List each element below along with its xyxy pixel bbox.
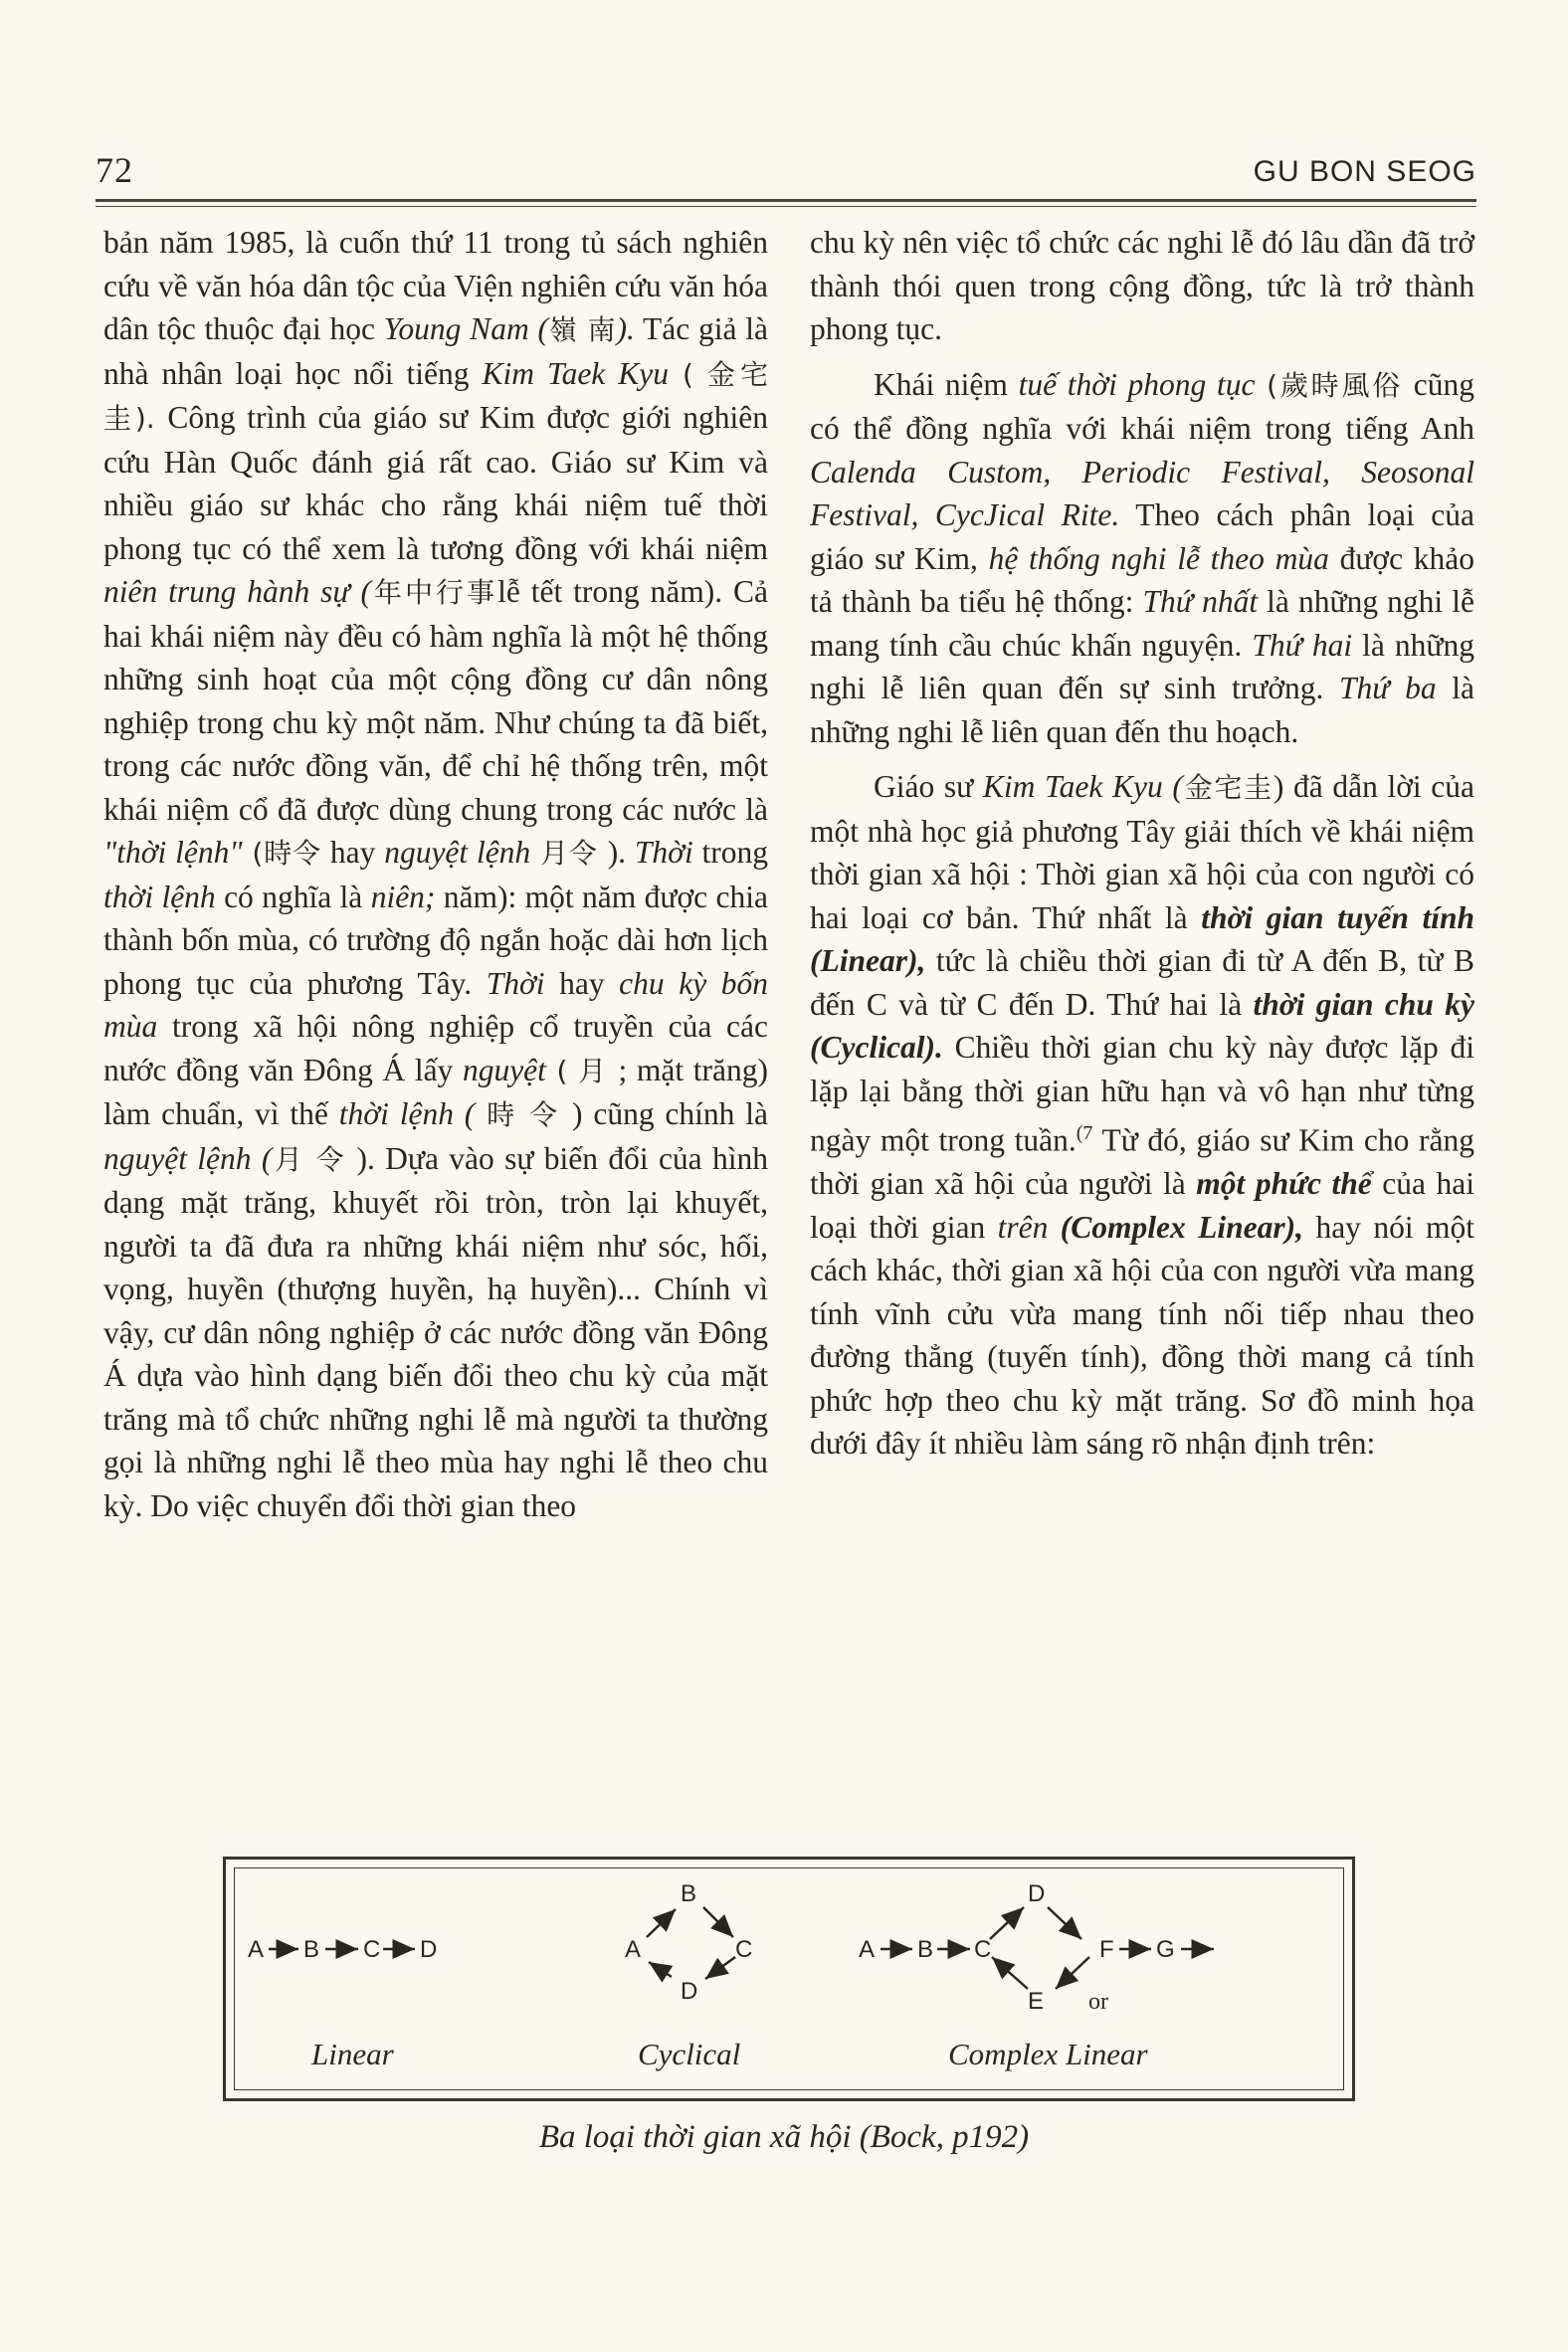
header-rule	[96, 199, 1476, 202]
cyclical-node-d: D	[681, 1978, 698, 2005]
complex-node-b: B	[917, 1936, 934, 1963]
cyclical-node-a: A	[625, 1936, 642, 1963]
time-types-figure	[223, 1857, 1355, 2101]
cyclical-node-b: B	[681, 1880, 697, 1907]
complex-node-g: G	[1156, 1936, 1175, 1963]
linear-node-d: D	[420, 1936, 438, 1963]
paragraph: Giáo sư Kim Taek Kyu (金宅圭) đã dẫn lời của một nhà học giả phương Tây giải thích về khái niệm thời gian xã hội : Thời gian xã hội của con người có hai loại cơ bản. Thứ nhất là thời gian tuyến tính (Linear), tức là chiều thời gian đi từ A đến B, từ B đến C và từ C đến D. Thứ hai là thời gian chu kỳ (Cyclical). Chiều thời gian chu kỳ này được lặp đi lặp lại bằng thời gian hữu hạn và vô hạn như từng ngày một trong tuần.$^{(7}$ Từ đó, giáo sư Kim cho rằng thời gian xã hội của người là một phức thể của hai loại thời gian trên (Complex Linear), hay nói một cách khác, thời gian xã hội của con người vừa mang tính vĩnh cửu vừa mang tính nối tiếp nhau theo đường thẳng (tuyến tính), đồng thời mang cả tính phức hợp theo chu kỳ mặt trăng. Sơ đồ minh họa dưới đây ít nhiều làm sáng rõ nhận định trên:	[810, 769, 1475, 1461]
linear-node-b: B	[303, 1936, 320, 1963]
paragraph: chu kỳ nên việc tổ chức các nghi lễ đó lâu dần đã trở thành thói quen trong cộng đồng, tức là trở thành phong tục.	[810, 225, 1474, 346]
linear-node-a: A	[248, 1936, 265, 1963]
paragraph: Khái niệm tuế thời phong tục (歲時風俗 cũng có thể đồng nghĩa với khái niệm trong tiếng Anh Calenda Custom, Periodic Festival, Seosonal Festival, CycJical Rite. Theo cách phân loại của giáo sư Kim, hệ thống nghi lễ theo mùa được khảo tả thành ba tiểu hệ thống: Thứ nhất là những nghi lễ mang tính cầu chúc khấn nguyện. Thứ hai là những nghi lễ liên quan đến sự sinh trưởng. Thứ ba là những nghi lễ liên quan đến thu hoạch.	[810, 366, 1475, 749]
left-column	[103, 221, 768, 1527]
cyclical-node-c: C	[735, 1936, 753, 1963]
figure-caption: Ba loại thời gian xã hội (Bock, p192)	[538, 2119, 1030, 2155]
running-header-author: GU BON SEOG	[1253, 155, 1476, 188]
cyclical-label: Cyclical	[638, 2037, 741, 2071]
complex-node-c: C	[974, 1936, 992, 1963]
figure-diagram	[226, 1860, 1352, 2098]
complex-node-e: E	[1028, 1988, 1045, 2015]
linear-node-c: C	[363, 1936, 381, 1963]
footnote-ref: (7	[1076, 1122, 1093, 1144]
paragraph: bản năm 1985, là cuốn thứ 11 trong tủ sách nghiên cứu về văn hóa dân tộc của Viện nghiên cứu văn hóa dân tộc thuộc đại học Young Nam (嶺 南). Tác giả là nhà nhân loại học nổi tiếng Kim Taek Kyu ( 金宅 圭). Công trình của giáo sư Kim được giới nghiên cứu Hàn Quốc đánh giá rất cao. Giáo sư Kim và nhiều giáo sư khác cho rằng khái niệm tuế thời phong tục có thể xem là tương đồng với khái niệm niên trung hành sự (年中行事lễ tết trong năm). Cả hai khái niệm này đều có hàm nghĩa là một hệ thống những sinh hoạt của một cộng đồng cư dân nông nghiệp trong chu kỳ một năm. Như chúng ta đã biết, trong các nước đồng văn, để chỉ hệ thống trên, một khái niệm cổ đã được dùng chung trong các nước là "thời lệnh" (時令 hay nguyệt lệnh 月令 ). Thời trong thời lệnh có nghĩa là niên; năm): một năm được chia thành bốn mùa, có trường độ ngắn hoặc dài hơn lịch phong tục của phương Tây. Thời hay chu kỳ bốn mùa trong xã hội nông nghiệp cổ truyền của các nước đồng văn Đông Á lấy nguyệt ( 月 ; mặt trăng) làm chuẩn, vì thế thời lệnh ( 時 令 ) cũng chính là nguyệt lệnh (月 令 ). Dựa vào sự biến đổi của hình dạng mặt trăng, khuyết rồi tròn, tròn lại khuyết, người ta đã đưa ra những khái niệm như sóc, hối, vọng, huyền (thượng huyền, hạ huyền)... Chính vì vậy, cư dân nông nghiệp ở các nước đồng văn Đông Á dựa vào hình dạng biến đổi theo chu kỳ của mặt trăng mà tổ chức những nghi lễ mà người ta thường gọi là những nghi lễ theo mùa hay nghi lễ theo chu kỳ. Do việc chuyển đổi thời gian theo	[103, 225, 769, 1523]
complex-linear-label: Complex Linear	[948, 2037, 1148, 2071]
header-rule-thin	[96, 206, 1476, 207]
complex-node-d: D	[1028, 1880, 1046, 1907]
complex-node-f: F	[1099, 1936, 1114, 1963]
complex-node-a: A	[859, 1936, 876, 1963]
page-number: 72	[96, 150, 133, 190]
complex-or-label: or	[1088, 1989, 1108, 2015]
linear-label: Linear	[311, 2037, 394, 2071]
right-column	[810, 221, 1474, 1466]
